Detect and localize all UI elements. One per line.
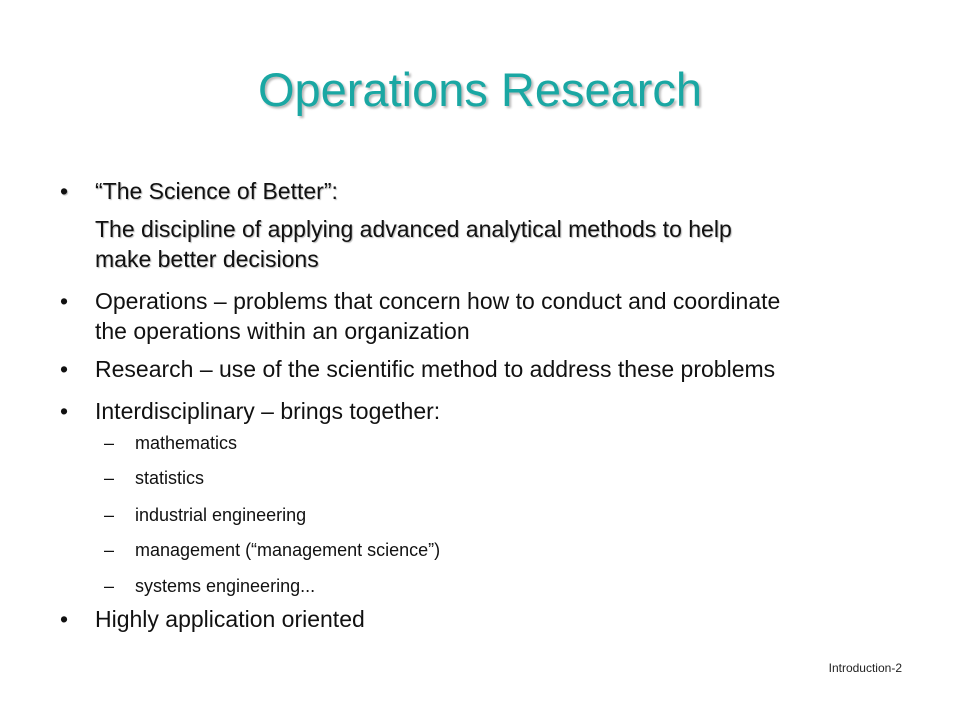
bullet-symbol: • <box>60 178 69 204</box>
bullet-line-1: Highly application oriented <box>95 606 365 632</box>
sub-item-management: management (“management science”) <box>135 540 441 560</box>
sub-item-dash: – <box>104 433 115 453</box>
slide-title: Operations Research <box>257 63 703 116</box>
bullet-line-2: the operations within an organization <box>95 318 470 344</box>
bullet-symbol: • <box>60 606 69 632</box>
bullet-line-1: Operations – problems that concern how to conduct and coordinate <box>95 288 781 314</box>
bullet-heading: “The Science of Better”: <box>95 178 338 204</box>
sub-item-dash: – <box>104 540 115 560</box>
bullet-symbol: • <box>60 398 69 424</box>
sub-item-mathematics: mathematics <box>135 433 238 453</box>
sub-item-statistics: statistics <box>135 468 205 488</box>
bullet-symbol: • <box>60 356 69 382</box>
bullet-definition-line-1: The discipline of applying advanced analytical methods to help <box>95 216 732 242</box>
sub-item-dash: – <box>104 505 115 525</box>
sub-item-dash: – <box>104 468 115 488</box>
bullet-line-1: Research – use of the scientific method to address these problems <box>95 356 776 382</box>
sub-item-systems-engineering: systems engineering... <box>135 576 316 596</box>
bullet-definition-line-2: make better decisions <box>95 246 319 272</box>
sub-item-industrial-engineering: industrial engineering <box>135 505 307 525</box>
slide-footer-label: Introduction-2 <box>828 661 902 675</box>
bullet-symbol: • <box>60 288 69 314</box>
bullet-line-1: Interdisciplinary – brings together: <box>95 398 441 424</box>
sub-item-dash: – <box>104 576 115 596</box>
